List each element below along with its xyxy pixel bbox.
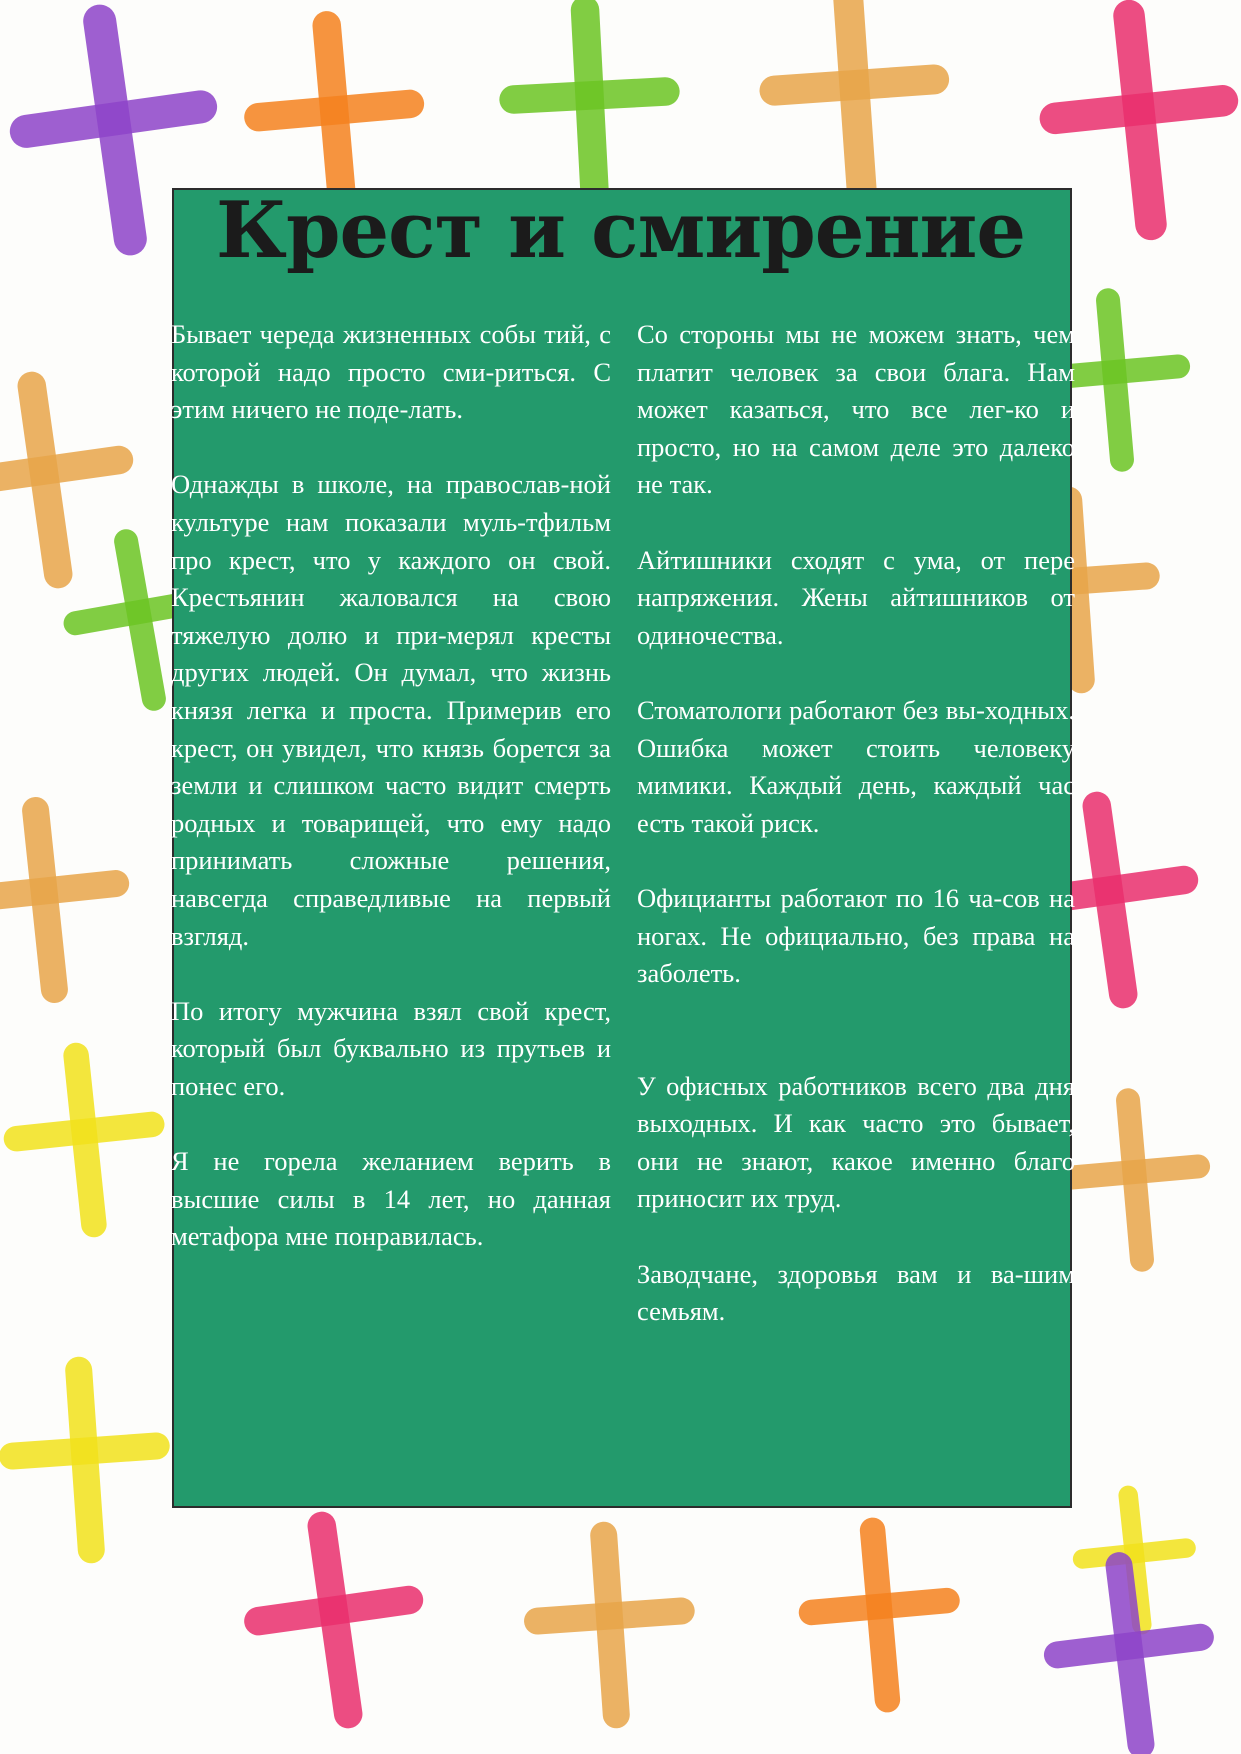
right-column	[637, 316, 1075, 1368]
crayon-cross	[1064, 1095, 1205, 1266]
paragraph: Бывает череда жизненных собы тий, с которой надо просто сми-риться. С этим ничего не поде-лать.	[171, 319, 611, 425]
paragraph: Заводчане, здоровья вам и ва-шим семьям.	[637, 1258, 1075, 1327]
crayon-cross	[532, 1530, 688, 1720]
paragraph: По итогу мужчина взял свой крест, который был буквально из прутьев и понес его.	[171, 995, 611, 1101]
paragraph: Я не горела желанием верить в высшие силы в 14 лет, но данная метафора мне понравилась.	[171, 1146, 611, 1252]
crayon-cross	[1048, 1557, 1213, 1753]
crayon-cross	[7, 1365, 163, 1555]
crayon-cross	[805, 1524, 955, 1705]
paragraph: Стоматологи работают без вы-ходных. Ошибка может стоить человеку мимики. Каждый день, каждый час есть такой риск.	[637, 694, 1075, 838]
crayon-cross	[509, 6, 671, 204]
paragraph: Со стороны мы не можем знать, чем платит человек за свои блага. Нам может казаться, что все лег-ко и просто, но на самом деле это далеко не так.	[637, 319, 1075, 500]
paragraph: У офисных работников всего два дня выходных. И как часто это бывает, они не знают, какое именно благо приносит их труд.	[637, 1070, 1075, 1214]
crayon-cross	[768, 0, 942, 200]
crayon-cross	[247, 1515, 424, 1724]
crayon-cross	[0, 803, 126, 997]
paragraph: Айтишники сходят с ума, от пере напряжения. Жены айтишников от одиночества.	[637, 544, 1075, 650]
article-title: Крест и смирение	[216, 185, 1025, 276]
paragraph: Однажды в школе, на православ-ной культуре нам показали муль-тфильм про крест, что у каждого он свой. Крестьянин жаловался на свою тяжелую долю и при-мерял кресты других людей. Он думал, что жизнь князя легка и проста. Примерив его крест, он увидел, что князь борется за земли и слишком часто видит смерть родных и товарищей, что ему надо принимать сложные решения, навсегда справедливые на первый взгляд.	[171, 469, 611, 951]
crayon-cross	[0, 375, 133, 584]
left-column	[171, 316, 611, 1293]
crayon-cross	[8, 1048, 161, 1231]
paragraph: Официанты работают по 16 ча-сов на ногах. Не официально, без права на заболеть.	[637, 882, 1075, 989]
